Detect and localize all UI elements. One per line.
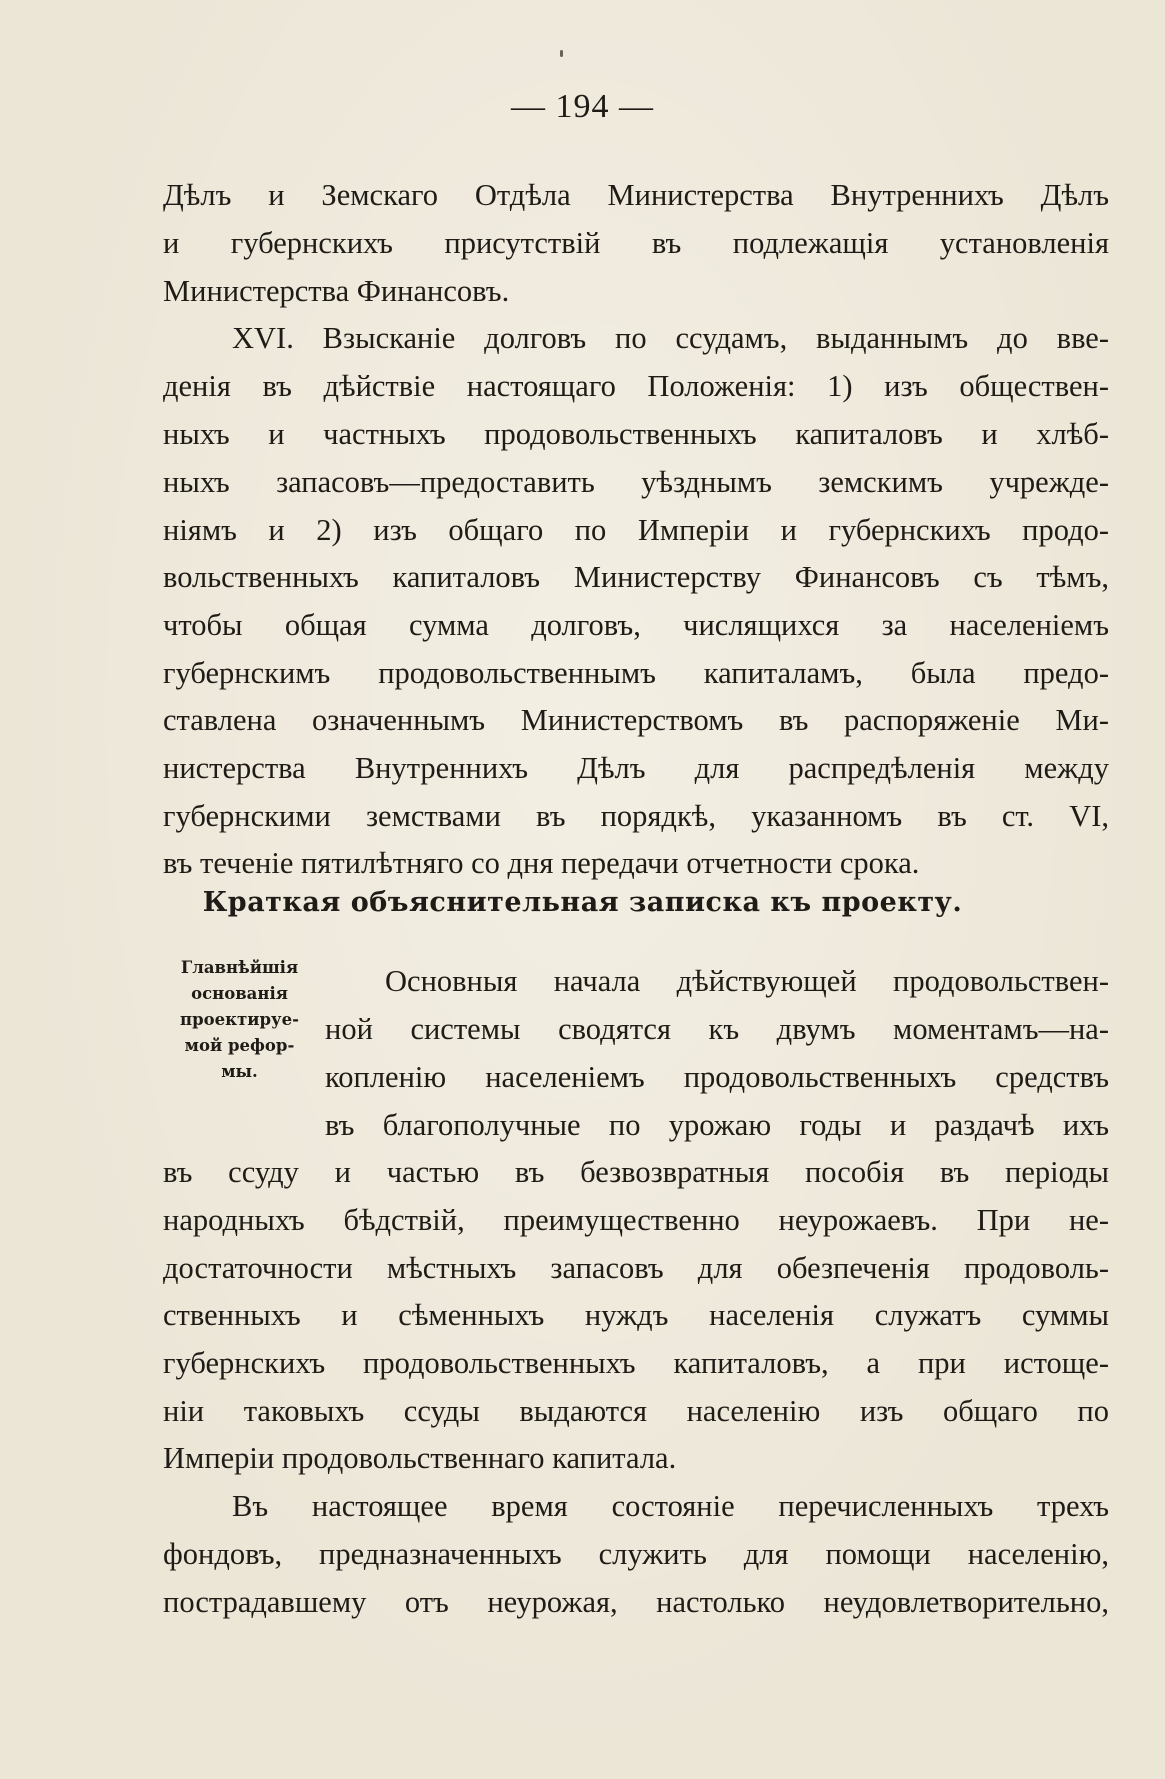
text-line: ственныхъ и сѣменныхъ нуждъ населенія служатъ суммы: [163, 1298, 1109, 1332]
text-line: пострадавшему отъ неурожая, настолько неудовлетворительно,: [163, 1585, 1109, 1619]
text-line: ніямъ и 2) изъ общаго по Имперіи и губернскихъ продо-: [163, 513, 1109, 547]
text-line: Дѣлъ и Земскаго Отдѣла Министерства Внутреннихъ Дѣлъ: [163, 178, 1109, 212]
text-line: ной системы сводятся къ двумъ моментамъ—на-: [325, 1012, 1109, 1046]
margin-note-line: проектируе-: [180, 1010, 299, 1029]
margin-note-line: основанія: [191, 984, 288, 1003]
text-line: копленію населеніемъ продовольственныхъ средствъ: [325, 1060, 1109, 1094]
text-line: въ ссуду и частью въ безвозвратныя пособія въ періоды: [163, 1155, 1109, 1189]
page-number: — 194 —: [511, 88, 654, 125]
margin-note-line: Главнѣйшія: [180, 958, 299, 977]
margin-note-line: мой рефор-: [184, 1036, 295, 1055]
margin-note: [157, 955, 322, 1085]
text-line: Имперіи продовольственнаго капитала.: [163, 1441, 677, 1475]
section-heading: Краткая объяснительная записка къ проекту.: [202, 887, 963, 918]
text-line: нистерства Внутреннихъ Дѣлъ для распредѣленія между: [163, 751, 1109, 785]
margin-note-line: мы.: [221, 1062, 258, 1081]
text-line: ныхъ и частныхъ продовольственныхъ капиталовъ и хлѣб-: [163, 417, 1109, 451]
text-line: ныхъ запасовъ—предоставить уѣзднымъ земскимъ учрежде-: [163, 465, 1109, 499]
text-line: губернскимъ продовольственнымъ капиталамъ, была предо-: [163, 656, 1109, 690]
text-line: народныхъ бѣдствій, преимущественно неурожаевъ. При не-: [163, 1203, 1109, 1237]
text-line: Въ настоящее время состояніе перечисленныхъ трехъ: [232, 1489, 1109, 1523]
text-line: чтобы общая сумма долговъ, числящихся за населеніемъ: [163, 608, 1109, 642]
text-line: Основныя начала дѣйствующей продовольствен-: [385, 964, 1109, 998]
text-line: XVI. Взысканіе долговъ по ссудамъ, выданнымъ до вве-: [232, 321, 1109, 355]
text-line: губернскихъ продовольственныхъ капиталовъ, а при истоще-: [163, 1346, 1109, 1380]
text-line: губернскими земствами въ порядкѣ, указанномъ въ ст. VI,: [163, 799, 1109, 833]
text-line: и губернскихъ присутствій въ подлежащія установленія: [163, 226, 1109, 260]
text-line: вольственныхъ капиталовъ Министерству Финансовъ съ тѣмъ,: [163, 560, 1109, 594]
text-line: въ теченіе пятилѣтняго со дня передачи отчетности срока.: [163, 846, 920, 880]
text-line: денія въ дѣйствіе настоящаго Положенія: 1) изъ обществен-: [163, 369, 1109, 403]
text-line: фондовъ, предназначенныхъ служить для помощи населенію,: [163, 1537, 1109, 1571]
ink-speck: [560, 50, 563, 57]
text-line: Министерства Финансовъ.: [163, 274, 510, 308]
text-line: ніи таковыхъ ссуды выдаются населенію изъ общаго по: [163, 1394, 1109, 1428]
text-line: ставлена означеннымъ Министерствомъ въ распоряженіе Ми-: [163, 703, 1109, 737]
text-line: достаточности мѣстныхъ запасовъ для обезпеченія продоволь-: [163, 1251, 1109, 1285]
text-line: въ благополучные по урожаю годы и раздачѣ ихъ: [325, 1108, 1109, 1142]
